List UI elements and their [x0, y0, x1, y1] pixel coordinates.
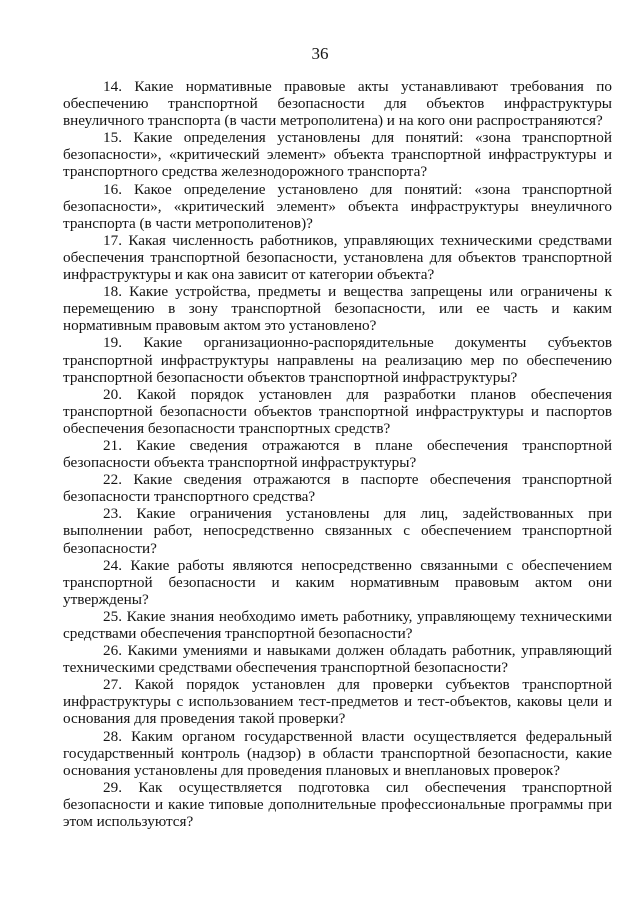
question-19: 19. Какие организационно-распорядительные документы субъектов транспортной инфраструктуры направлены на реализацию мер по обеспечению транспортной безопасности объектов транспортной инфраструктуры?	[63, 334, 612, 386]
question-27: 27. Какой порядок установлен для проверки субъектов транспортной инфраструктуры с использованием тест-предметов и тест-объектов, каковы цели и основания для проведения такой проверки?	[63, 676, 612, 728]
question-20: 20. Какой порядок установлен для разработки планов обеспечения транспортной безопасности объектов транспортной инфраструктуры и паспортов обеспечения безопасности транспортных средств?	[63, 385, 612, 437]
question-29: 29. Как осуществляется подготовка сил обеспечения транспортной безопасности и какие типовые дополнительные профессиональные программы при этом используются?	[63, 778, 612, 831]
question-21: 21. Какие сведения отражаются в плане обеспечения транспортной безопасности объекта транспортной инфраструктуры?	[63, 436, 612, 472]
question-16: 16. Какое определение установлено для понятий: «зона транспортной безопасности», «критический элемент» объекта инфраструктуры внеуличного транспорта (в части метрополитенов)?	[63, 180, 612, 232]
question-28: 28. Каким органом государственной власти осуществляется федеральный государственный контроль (надзор) в области транспортной безопасности, какие основания установлены для проведения плановых и внеплановых проверок?	[63, 727, 612, 779]
page-number: 36	[311, 44, 329, 63]
question-17: 17. Какая численность работников, управляющих техническими средствами обеспечения транспортной безопасности, установлена для объектов транспортной инфраструктуры и как она зависит от категории объекта?	[63, 231, 612, 284]
question-18: 18. Какие устройства, предметы и вещества запрещены или ограничены к перемещению в зону транспортной безопасности, или ее часть и каким нормативным правовым актом это установлено?	[63, 283, 612, 335]
question-25: 25. Какие знания необходимо иметь работнику, управляющему техническими средствами обеспечения транспортной безопасности?	[63, 607, 612, 642]
question-24: 24. Какие работы являются непосредственно связанными с обеспечением транспортной безопасности и каким нормативным правовым актом они утверждены?	[63, 556, 612, 608]
question-list	[63, 78, 612, 830]
question-23: 23. Какие ограничения установлены для лиц, задействованных при выполнении работ, непосредственно связанных с обеспечением транспортной безопасности?	[63, 505, 612, 557]
question-14: 14. Какие нормативные правовые акты устанавливают требования по обеспечению транспортной безопасности для объектов инфраструктуры внеуличного транспорта (в части метрополитена) и на кого они распространяются?	[63, 78, 612, 130]
question-15: 15. Какие определения установлены для понятий: «зона транспортной безопасности», «критический элемент» объекта транспортной инфраструктуры и транспортного средства железнодорожного транспорта?	[63, 129, 612, 181]
question-26: 26. Какими умениями и навыками должен обладать работник, управляющий техническими средствами обеспечения транспортной безопасности?	[63, 642, 612, 677]
question-22: 22. Какие сведения отражаются в паспорте обеспечения транспортной безопасности транспортного средства?	[63, 471, 612, 506]
